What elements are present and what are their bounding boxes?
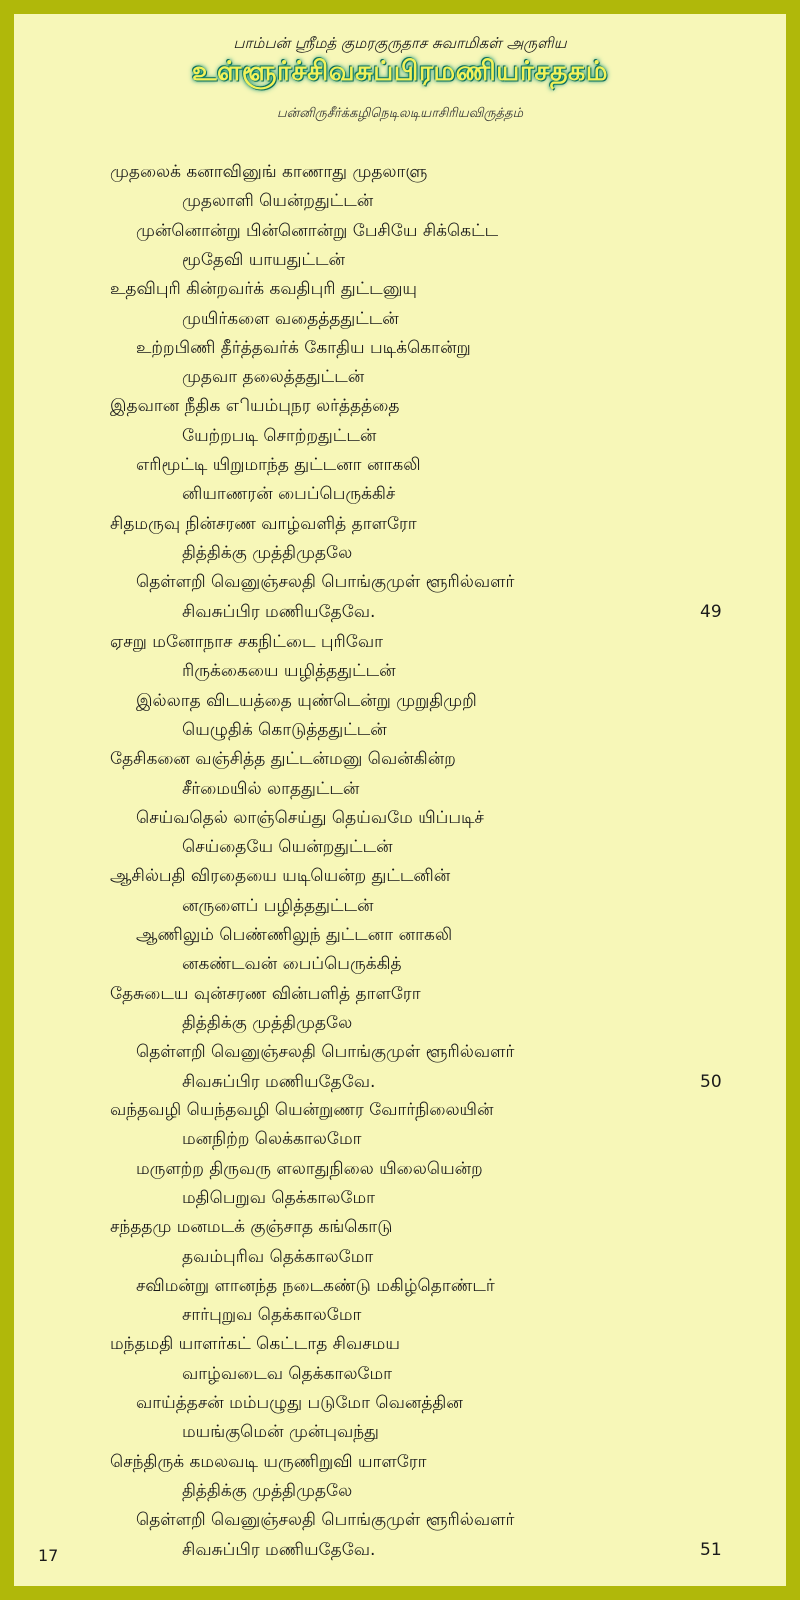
verse-line: எரிமூட்டி யிறுமாந்த துட்டனா னாகலி [136,455,421,475]
verse-line: மதிபெறுவ தெக்காலமோ [182,1187,376,1208]
author-line: பாம்பன் ஸ்ரீமத் குமரகுருதாச சுவாமிகள் அருளிய [233,34,567,52]
verse-line: யெழுதிக் கொடுத்ததுட்டன் [182,719,387,740]
verse-line: முதவா தலைத்ததுட்டன் [182,367,365,388]
verse-line: னியாணரன் பைப்பெருக்கிச் [182,484,396,505]
verse-line: முதலாளி யென்றதுட்டன் [182,191,374,212]
verse-line: தித்திக்கு முத்திமுதலே [182,1012,353,1033]
verse-line: தித்திக்கு முத்திமுதலே [182,1480,353,1501]
verse-line: ஆசில்பதி விரதையை யடியென்ற துட்டனின் [110,866,451,887]
verse-line: முயிர்களை வதைத்ததுட்டன் [182,308,399,329]
verse-line: ஏசறு மனோநாச சகநிட்டை புரிவோ [110,632,384,652]
verse-line: தெள்ளறி வெனுஞ்சலதி பொங்குமுள் ளூரில்வளர் [136,1510,515,1531]
verse-line: சிவசுப்பிர மணியதேவே. [182,601,376,622]
verse-line: மந்தமதி யாளர்கட் கெட்டாத சிவசமய [110,1334,400,1355]
verse-line: தெள்ளறி வெனுஞ்சலதி பொங்குமுள் ளூரில்வளர் [136,572,515,593]
verse-number: 51 [700,1539,722,1560]
verse-line: சந்ததமு மனமடக் குஞ்சாத கங்கொடு [110,1217,393,1238]
verse-line: னருளைப் பழித்ததுட்டன் [182,895,374,916]
verse-line: னகண்டவன் பைப்பெருக்கித் [182,954,402,975]
verse-line: சவிமன்று ளானந்த நடைகண்டு மகிழ்தொண்டர் [136,1275,495,1296]
verse-line: தேசுடைய வுன்சரண வின்பளித் தாளரோ [110,983,421,1004]
verse-line: தவம்புரிவ தெக்காலமோ [182,1246,374,1267]
page [14,14,786,1586]
verse-line: ஆணிலும் பெண்ணிலுந் துட்டனா னாகலி [136,925,453,945]
verse-line: வாய்த்தசன் மம்பழுது படுமோ வெனத்தின [136,1393,463,1413]
verse-line: மனநிற்ற லெக்காலமோ [182,1129,362,1150]
verse-line: யேற்றபடி சொற்றதுட்டன் [182,425,377,446]
page-number: 17 [38,1546,59,1565]
meter-subtitle: பன்னிருசீர்க்கழிநெடிலடியாசிரியவிருத்தம் [276,106,524,121]
verse-line: மூதேவி யாயதுட்டன் [182,249,346,270]
verse-line: சார்புறுவ தெக்காலமோ [182,1305,362,1326]
verse-line: சிவசுப்பிர மணியதேவே. [182,1539,376,1560]
verse-line: வந்தவழி யெந்தவழி யென்றுணர வோர்நிலையின் [110,1100,494,1120]
verse-line: தித்திக்கு முத்திமுதலே [182,542,353,563]
verse-line: தெள்ளறி வெனுஞ்சலதி பொங்குமுள் ளூரில்வளர் [136,1042,515,1063]
verse-line: சிதமருவு நின்சரண வாழ்வளித் தாளரோ [110,513,417,534]
verse-line: வாழ்வடைவ தெக்காலமோ [182,1363,393,1384]
verse-line: உதவிபுரி கின்றவர்க் கவதிபுரி துட்டனுயு [110,279,418,300]
verse-line: உற்றபிணி தீர்த்தவர்க் கோதிய படிக்கொன்று [136,337,471,358]
verse-line: இல்லாத விடயத்தை யுண்டென்று முறுதிமுறி [136,690,477,711]
verse-number: 49 [700,601,722,622]
verse-line: முன்னொன்று பின்னொன்று பேசியே சிக்கெட்ட [136,220,499,241]
verse-line: மயங்குமென் முன்புவந்து [182,1422,379,1443]
verse-line: ரிருக்கையை யழித்ததுட்டன் [182,661,396,682]
verse-line: தேசிகனை வஞ்சித்த துட்டன்மனு வென்கின்ற [110,749,456,770]
poem-title: உள்ளூர்ச்சிவசுப்பிரமணியர்சதகம் [191,56,609,87]
verse-line: செய்தையே யென்றதுட்டன் [182,837,393,858]
verse-line: சீர்மையில் லாததுட்டன் [182,778,360,799]
verse-line: இதவான நீதிக எியம்புநர லர்த்தத்தை [110,396,400,417]
verse-line: சிவசுப்பிர மணியதேவே. [182,1071,376,1092]
verse-line: முதலைக் கனாவினுங் காணாது முதலாளு [110,162,428,182]
verse-number: 50 [700,1071,722,1092]
verse-line: செந்திருக் கமலவடி யருணிறுவி யாளரோ [110,1451,427,1472]
verse-line: செய்வதெல் லாஞ்செய்து தெய்வமே யிப்படிச் [136,807,484,828]
verse-line: மருளற்ற திருவரு ளலாதுநிலை யிலையென்ற [136,1158,483,1179]
